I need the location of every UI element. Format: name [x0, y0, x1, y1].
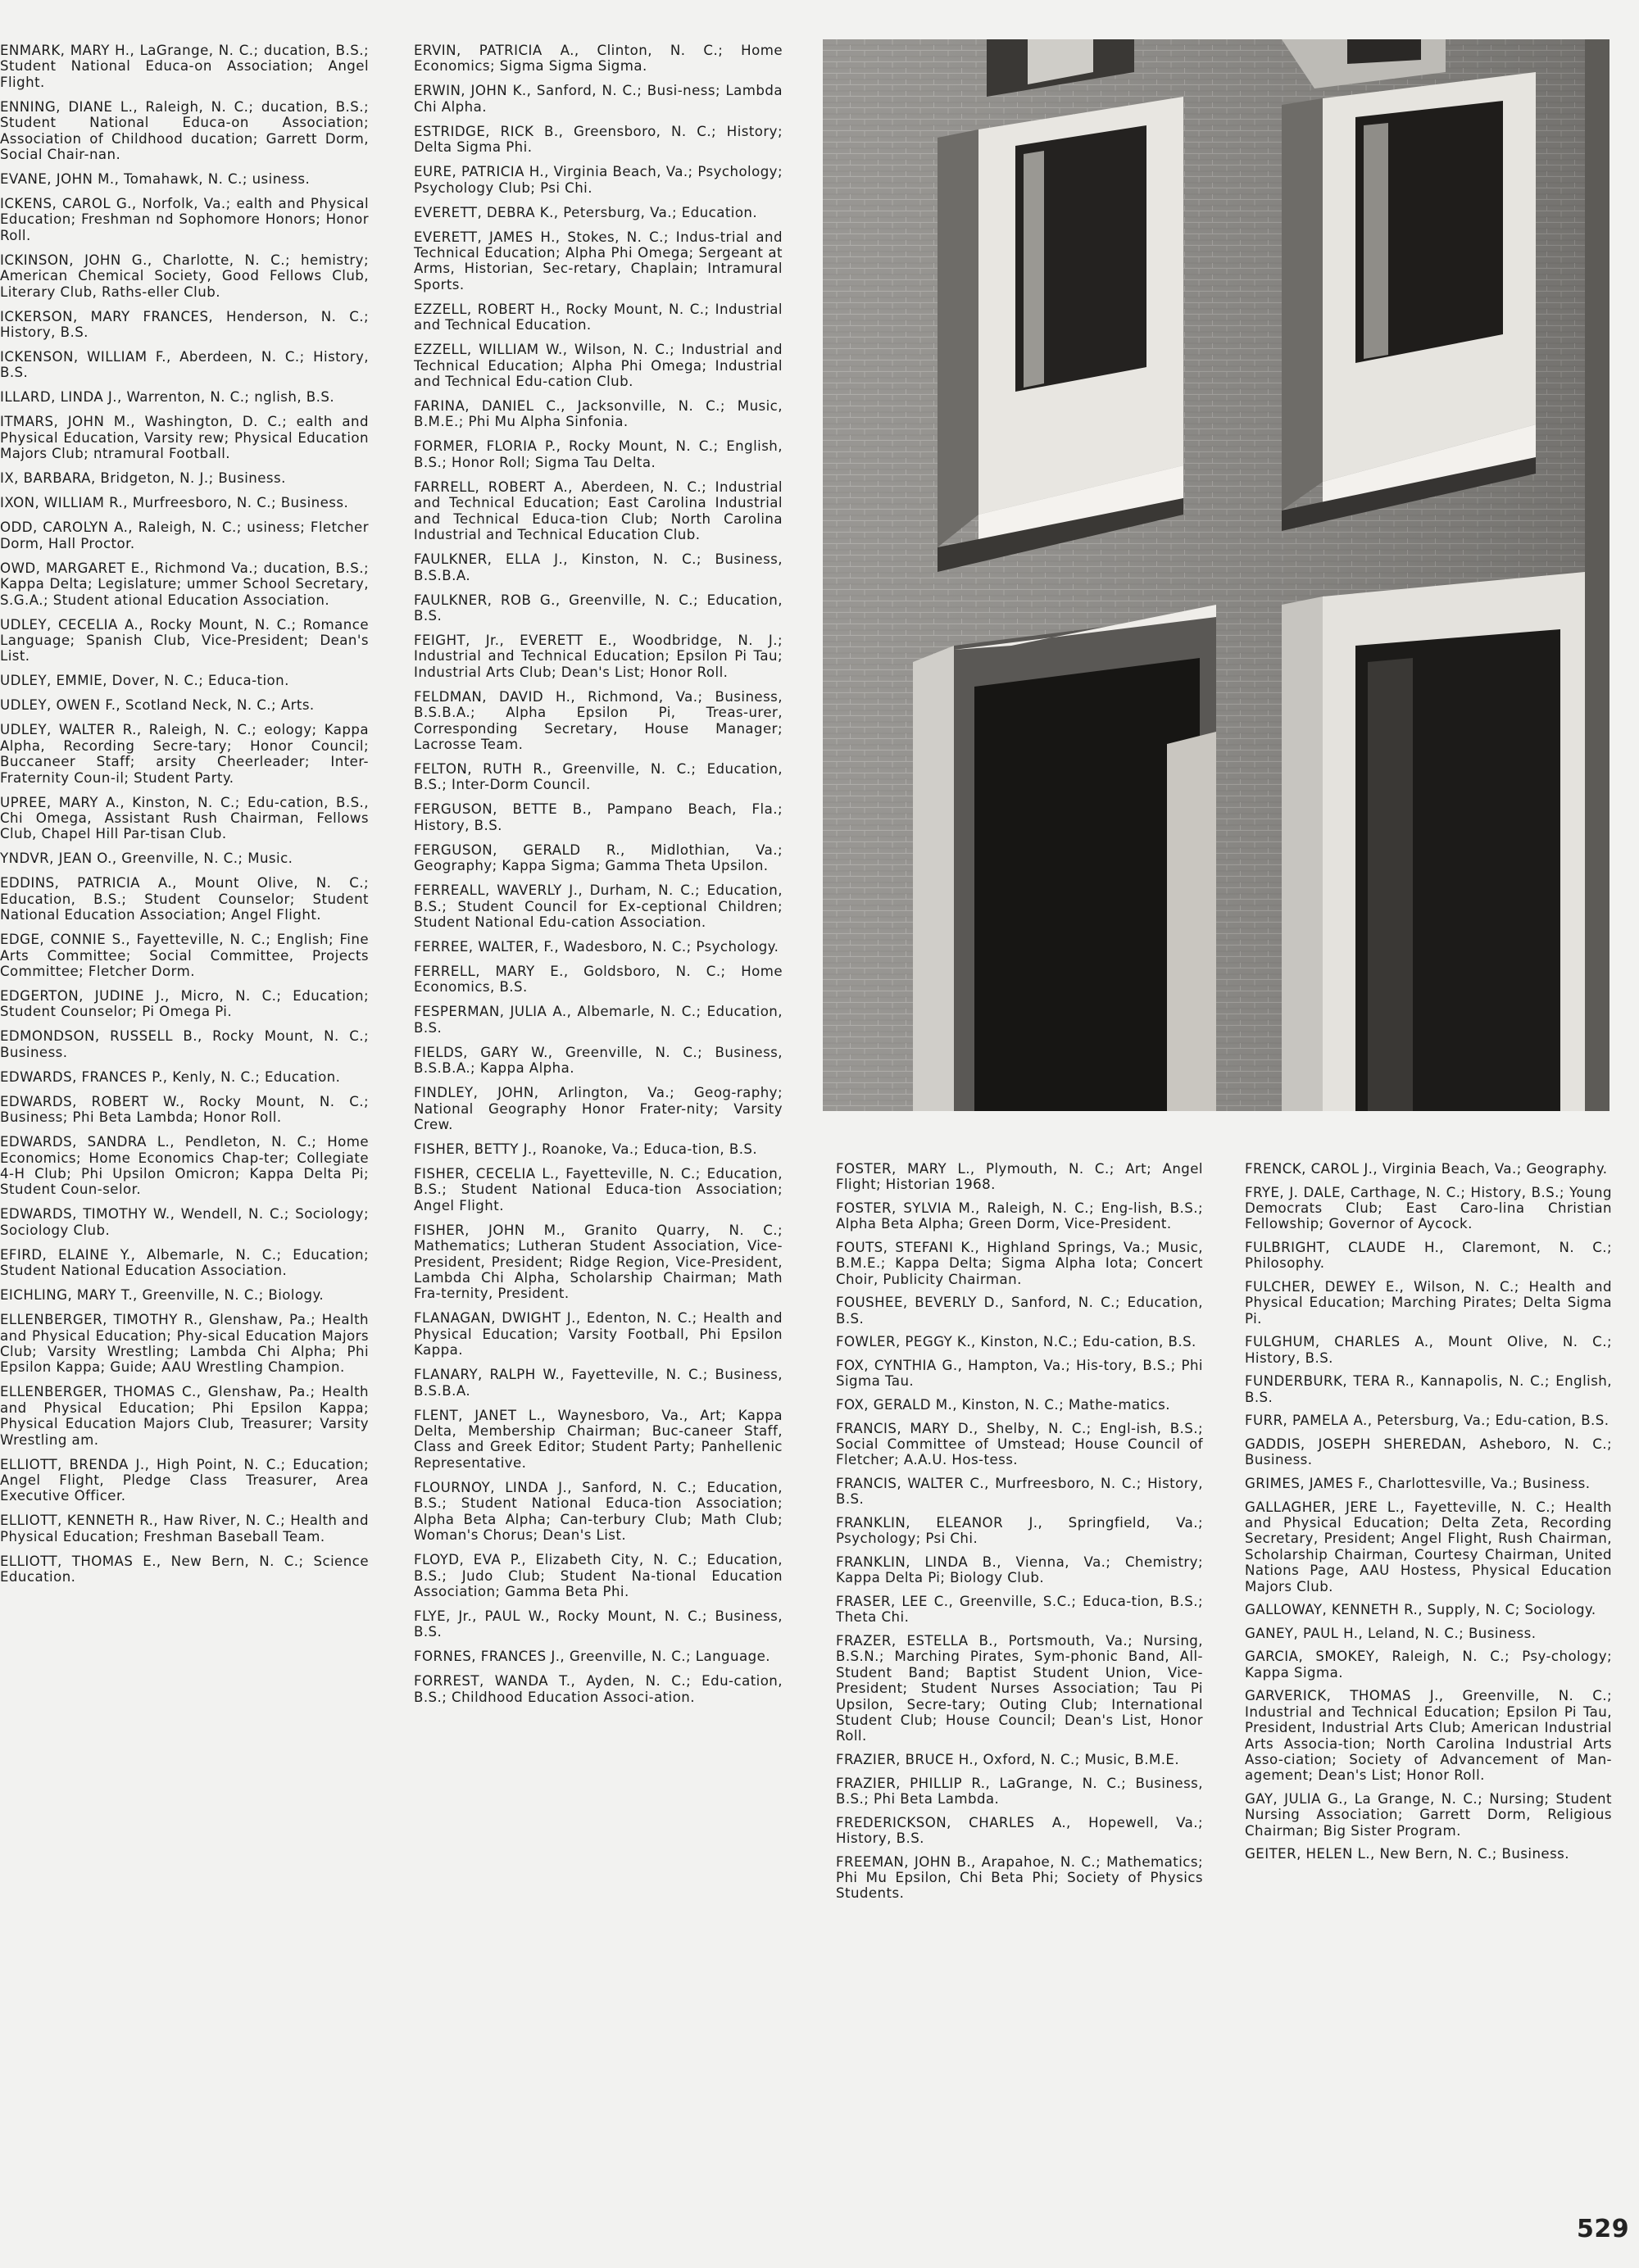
student-entry: FISHER, BETTY J., Roanoke, Va.; Educa-tion, B.S.: [414, 1141, 758, 1157]
student-entry: FLOYD, EVA P., Elizabeth City, N. C.; Education, B.S.; Judo Club; Student Na-tional Education Association; Gamma Beta Phi.: [414, 1552, 783, 1599]
student-entry: EDWARDS, FRANCES P., Kenly, N. C.; Education.: [0, 1068, 341, 1085]
student-entry: FRANCIS, WALTER C., Murfreesboro, N. C.; History, B.S.: [836, 1476, 1203, 1508]
student-entry: FELTON, RUTH R., Greenville, N. C.; Education, B.S.; Inter-Dorm Council.: [414, 760, 783, 793]
student-entry: FOSTER, MARY L., Plymouth, N. C.; Art; Angel Flight; Historian 1968.: [836, 1161, 1203, 1193]
student-entry: FERREE, WALTER, F., Wadesboro, N. C.; Psychology.: [414, 938, 779, 955]
student-entry: FORMER, FLORIA P., Rocky Mount, N. C.; English, B.S.; Honor Roll; Sigma Tau Delta.: [414, 438, 783, 470]
student-entry: EFIRD, ELAINE Y., Albemarle, N. C.; Education; Student National Education Association.: [0, 1246, 369, 1279]
student-entry: UPREE, MARY A., Kinston, N. C.; Edu-cation, B.S., Chi Omega, Assistant Rush Chairman, Fellows Club, Chapel Hill Par-tisan Club.: [0, 794, 369, 842]
student-entry: EURE, PATRICIA H., Virginia Beach, Va.; Psychology; Psychology Club; Psi Chi.: [414, 164, 783, 196]
student-entry: FREDERICKSON, CHARLES A., Hopewell, Va.; History, B.S.: [836, 1814, 1203, 1847]
student-entry: FRASER, LEE C., Greenville, S.C.; Educa-tion, B.S.; Theta Chi.: [836, 1594, 1203, 1626]
student-entry: GRIMES, JAMES F., Charlottesville, Va.; Business.: [1245, 1476, 1591, 1491]
student-entry: ERWIN, JOHN K., Sanford, N. C.; Busi-ness; Lambda Chi Alpha.: [414, 83, 783, 115]
student-entry: GALLAGHER, JERE L., Fayetteville, N. C.; Health and Physical Education; Delta Zeta, Recording Secretary, President; Angel Flight, Rush Chairman, Scholarship Chairman, Courtesy Chairman, United Nations Page, AAU Hostess, Physical Education Majors Club.: [1245, 1499, 1612, 1594]
page-number: 529: [1577, 2215, 1630, 2243]
student-entry: FRANKLIN, ELEANOR J., Springfield, Va.; Psychology; Psi Chi.: [836, 1515, 1203, 1547]
student-entry: UDLEY, EMMIE, Dover, N. C.; Educa-tion.: [0, 673, 289, 689]
column-2: [414, 43, 783, 1714]
student-entry: FESPERMAN, JULIA A., Albemarle, N. C.; Education, B.S.: [414, 1004, 783, 1036]
student-entry: FOUTS, STEFANI K., Highland Springs, Va.; Music, B.M.E.; Kappa Delta; Sigma Alpha Iota; Concert Choir, Publicity Chairman.: [836, 1240, 1203, 1287]
student-entry: FRYE, J. DALE, Carthage, N. C.; History, B.S.; Young Democrats Club; East Caro-lina Christian Fellowship; Governor of Aycock.: [1245, 1184, 1612, 1232]
student-entry: EZZELL, WILLIAM W., Wilson, N. C.; Industrial and Technical Education; Alpha Phi Omega; Industrial and Technical Edu-cation Club.: [414, 342, 783, 390]
student-entry: EICHLING, MARY T., Greenville, N. C.; Biology.: [0, 1287, 325, 1304]
student-entry: YNDVR, JEAN O., Greenville, N. C.; Music.: [0, 850, 293, 867]
student-entry: FOUSHEE, BEVERLY D., Sanford, N. C.; Education, B.S.: [836, 1295, 1203, 1327]
student-entry: GADDIS, JOSEPH SHEREDAN, Asheboro, N. C.; Business.: [1245, 1436, 1612, 1468]
student-entry: GARCIA, SMOKEY, Raleigh, N. C.; Psy-chology; Kappa Sigma.: [1245, 1649, 1612, 1681]
student-entry: EVERETT, DEBRA K., Petersburg, Va.; Education.: [414, 204, 758, 220]
student-entry: UDLEY, WALTER R., Raleigh, N. C.; eology; Kappa Alpha, Recording Secre-tary; Honor Council; Buccaneer Staff; arsity Cheerleader; Inter-Fraternity Coun-il; Student Party.: [0, 722, 369, 786]
student-entry: GARVERICK, THOMAS J., Greenville, N. C.; Industrial and Technical Education; Epsilon Pi Tau, President, Industrial Arts Club; American Industrial Arts Associa-tion; North Carolina Industrial Arts Asso-ciation; Society of Advancement of Man-agement; Dean's List; Honor Roll.: [1245, 1688, 1612, 1784]
student-entry: ENNING, DIANE L., Raleigh, N. C.; ducation, B.S.; Student National Educa-on Association; Association of Childhood ducation; Garrett Dorm, Social Chair-nan.: [0, 98, 369, 163]
student-entry: FISHER, JOHN M., Granito Quarry, N. C.; Mathematics; Lutheran Student Association, Vice-President, President; Ridge Region, Vice-President, Lambda Chi Alpha, Scholarship Chairman; Math Fra-ternity, President.: [414, 1222, 783, 1302]
student-entry: GALLOWAY, KENNETH R., Supply, N. C; Sociology.: [1245, 1602, 1596, 1618]
student-entry: FERREALL, WAVERLY J., Durham, N. C.; Education, B.S.; Student Council for Ex-ceptional Children; Student National Edu-cation Association.: [414, 882, 783, 930]
student-entry: FOX, CYNTHIA G., Hampton, Va.; His-tory, B.S.; Phi Sigma Tau.: [836, 1358, 1203, 1390]
student-entry: ENMARK, MARY H., LaGrange, N. C.; ducation, B.S.; Student National Educa-on Association; Angel Flight.: [0, 43, 369, 90]
student-entry: FOSTER, SYLVIA M., Raleigh, N. C.; Eng-lish, B.S.; Alpha Beta Alpha; Green Dorm, Vice-President.: [836, 1200, 1203, 1232]
student-entry: FERRELL, MARY E., Goldsboro, N. C.; Home Economics, B.S.: [414, 963, 783, 996]
student-entry: FLOURNOY, LINDA J., Sanford, N. C.; Education, B.S.; Student National Educa-tion Association; Alpha Beta Alpha; Can-terbury Club; Math Club; Woman's Chorus; Dean's List.: [414, 1479, 783, 1544]
student-entry: ESTRIDGE, RICK B., Greensboro, N. C.; History; Delta Sigma Phi.: [414, 123, 783, 156]
student-entry: ILLARD, LINDA J., Warrenton, N. C.; nglish, B.S.: [0, 389, 335, 406]
student-entry: EVERETT, JAMES H., Stokes, N. C.; Indus-trial and Technical Education; Alpha Phi Omega; Sergeant at Arms, Historian, Sec-retary, Chaplain; Intramural Sports.: [414, 229, 783, 293]
student-entry: EDGE, CONNIE S., Fayetteville, N. C.; English; Fine Arts Committee; Social Committee, Projects Committee; Fletcher Dorm.: [0, 932, 369, 979]
student-entry: FIELDS, GARY W., Greenville, N. C.; Business, B.S.B.A.; Kappa Alpha.: [414, 1044, 783, 1077]
student-entry: FORNES, FRANCES J., Greenville, N. C.; Language.: [414, 1649, 770, 1665]
student-entry: ELLENBERGER, THOMAS C., Glenshaw, Pa.; Health and Physical Education; Phi Epsilon Kappa; Physical Education Majors Club, Treasurer; Varsity Wrestling am.: [0, 1384, 369, 1448]
student-entry: FEIGHT, Jr., EVERETT E., Woodbridge, N. J.; Industrial and Technical Education; Epsilon Pi Tau; Industrial Arts Club; Dean's List; Honor Roll.: [414, 632, 783, 680]
student-entry: FLYE, Jr., PAUL W., Rocky Mount, N. C.; Business, B.S.: [414, 1608, 783, 1640]
student-entry: EDGERTON, JUDINE J., Micro, N. C.; Education; Student Counselor; Pi Omega Pi.: [0, 987, 369, 1020]
student-entry: FLANARY, RALPH W., Fayetteville, N. C.; Business, B.S.B.A.: [414, 1367, 783, 1399]
student-entry: FLENT, JANET L., Waynesboro, Va., Art; Kappa Delta, Membership Chairman; Buc-caneer Staff, Class and Greek Editor; Student Party; Panhellenic Representative.: [414, 1407, 783, 1471]
student-entry: EZZELL, ROBERT H., Rocky Mount, N. C.; Industrial and Technical Education.: [414, 301, 783, 333]
student-entry: UDLEY, OWEN F., Scotland Neck, N. C.; Arts.: [0, 697, 315, 714]
student-entry: FAULKNER, ELLA J., Kinston, N. C.; Business, B.S.B.A.: [414, 551, 783, 583]
student-entry: ELLIOTT, BRENDA J., High Point, N. C.; Education; Angel Flight, Pledge Class Treasurer, Area Executive Officer.: [0, 1456, 369, 1504]
student-entry: FULGHUM, CHARLES A., Mount Olive, N. C.; History, B.S.: [1245, 1334, 1612, 1366]
student-entry: FERGUSON, GERALD R., Midlothian, Va.; Geography; Kappa Sigma; Gamma Theta Upsilon.: [414, 841, 783, 874]
student-entry: FULCHER, DEWEY E., Wilson, N. C.; Health and Physical Education; Marching Pirates; Delta Sigma Pi.: [1245, 1279, 1612, 1327]
student-entry: EDWARDS, ROBERT W., Rocky Mount, N. C.; Business; Phi Beta Lambda; Honor Roll.: [0, 1093, 369, 1126]
student-entry: ODD, CAROLYN A., Raleigh, N. C.; usiness; Fletcher Dorm, Hall Proctor.: [0, 519, 369, 551]
student-entry: FUNDERBURK, TERA R., Kannapolis, N. C.; English, B.S.: [1245, 1373, 1612, 1405]
student-entry: FINDLEY, JOHN, Arlington, Va.; Geog-raphy; National Geography Honor Frater-nity; Varsity Crew.: [414, 1085, 783, 1132]
student-entry: GANEY, PAUL H., Leland, N. C.; Business.: [1245, 1625, 1537, 1641]
student-entry: ELLENBERGER, TIMOTHY R., Glenshaw, Pa.; Health and Physical Education; Phy-sical Education Majors Club; Varsity Wrestling; Lambda Chi Alpha; Phi Epsilon Kappa; Guide; AAU Wrestling Champion.: [0, 1312, 369, 1376]
column-4: [1245, 1161, 1612, 1870]
student-entry: FREEMAN, JOHN B., Arapahoe, N. C.; Mathematics; Phi Mu Epsilon, Chi Beta Phi; Society of Physics Students.: [836, 1853, 1203, 1902]
student-entry: ELLIOTT, KENNETH R., Haw River, N. C.; Health and Physical Education; Freshman Baseball Team.: [0, 1513, 369, 1545]
student-entry: EDMONDSON, RUSSELL B., Rocky Mount, N. C.; Business.: [0, 1028, 369, 1060]
column-3: [836, 1161, 1203, 1909]
student-entry: ICKENSON, WILLIAM F., Aberdeen, N. C.; History, B.S.: [0, 349, 369, 381]
student-entry: FELDMAN, DAVID H., Richmond, Va.; Business, B.S.B.A.; Alpha Epsilon Pi, Treas-urer, Corresponding Secretary, House Manager; Lacrosse Team.: [414, 688, 783, 752]
student-entry: FLANAGAN, DWIGHT J., Edenton, N. C.; Health and Physical Education; Varsity Football, Phi Epsilon Kappa.: [414, 1310, 783, 1359]
student-entry: FARINA, DANIEL C., Jacksonville, N. C.; Music, B.M.E.; Phi Mu Alpha Sinfonia.: [414, 398, 783, 430]
student-entry: FRANCIS, MARY D., Shelby, N. C.; Engl-ish, B.S.; Social Committee of Umstead; House Council of Fletcher; A.A.U. Hos-tess.: [836, 1420, 1203, 1468]
student-entry: FERGUSON, BETTE B., Pampano Beach, Fla.; History, B.S.: [414, 801, 783, 833]
student-entry: ICKERSON, MARY FRANCES, Henderson, N. C.; History, B.S.: [0, 308, 369, 341]
student-entry: FRAZER, ESTELLA B., Portsmouth, Va.; Nursing, B.S.N.; Marching Pirates, Sym-phonic Band, All-Student Band; Baptist Student Union, Vice-President; Student Nurses Association; Tau Pi Upsilon, Secre-tary; Outing Club; International Student Club; House Council; Dean's List, Honor Roll.: [836, 1633, 1203, 1744]
student-entry: FAULKNER, ROB G., Greenville, N. C.; Education, B.S.: [414, 592, 783, 624]
student-entry: OWD, MARGARET E., Richmond Va.; ducation, B.S.; Kappa Delta; Legislature; ummer School Secretary, S.G.A.; Student ational Education Association.: [0, 560, 369, 608]
student-entry: EDWARDS, SANDRA L., Pendleton, N. C.; Home Economics; Home Economics Chap-ter; Collegiate 4-H Club; Phi Upsilon Omicron; Kappa Delta Pi; Student Coun-selor.: [0, 1134, 369, 1198]
student-entry: GAY, JULIA G., La Grange, N. C.; Nursing; Student Nursing Association; Garrett Dorm, Religious Chairman; Big Sister Program.: [1245, 1791, 1612, 1839]
student-entry: FRENCK, CAROL J., Virginia Beach, Va.; Geography.: [1245, 1161, 1608, 1177]
facade-illustration: [823, 39, 1609, 1111]
student-entry: ERVIN, PATRICIA A., Clinton, N. C.; Home Economics; Sigma Sigma Sigma.: [414, 43, 783, 75]
student-entry: FOX, GERALD M., Kinston, N. C.; Mathe-matics.: [836, 1397, 1170, 1413]
student-entry: ELLIOTT, THOMAS E., New Bern, N. C.; Science Education.: [0, 1553, 369, 1585]
student-entry: FURR, PAMELA A., Petersburg, Va.; Edu-cation, B.S.: [1245, 1413, 1609, 1429]
student-entry: UDLEY, CECELIA A., Rocky Mount, N. C.; Romance Language; Spanish Club, Vice-President; Dean's List.: [0, 616, 369, 665]
student-entry: FRANKLIN, LINDA B., Vienna, Va.; Chemistry; Kappa Delta Pi; Biology Club.: [836, 1554, 1203, 1586]
student-entry: FRAZIER, PHILLIP R., LaGrange, N. C.; Business, B.S.; Phi Beta Lambda.: [836, 1775, 1203, 1808]
student-entry: FORREST, WANDA T., Ayden, N. C.; Edu-cation, B.S.; Childhood Education Associ-ation.: [414, 1673, 783, 1705]
student-entry: GEITER, HELEN L., New Bern, N. C.; Business.: [1245, 1846, 1569, 1862]
student-entry: FRAZIER, BRUCE H., Oxford, N. C.; Music, B.M.E.: [836, 1752, 1180, 1768]
student-entry: FOWLER, PEGGY K., Kinston, N.C.; Edu-cation, B.S.: [836, 1334, 1196, 1350]
student-entry: FISHER, CECELIA L., Fayetteville, N. C.; Education, B.S.; Student National Educa-tion Association; Angel Flight.: [414, 1166, 783, 1213]
student-entry: FARRELL, ROBERT A., Aberdeen, N. C.; Industrial and Technical Education; East Carolina Industrial and Technical Educa-tion Club; North Carolina Industrial and Technical Education Club.: [414, 479, 783, 543]
student-entry: EDWARDS, TIMOTHY W., Wendell, N. C.; Sociology; Sociology Club.: [0, 1206, 369, 1238]
student-entry: ICKINSON, JOHN G., Charlotte, N. C.; hemistry; American Chemical Society, Good Fellows Club, Literary Club, Raths-eller Club.: [0, 252, 369, 300]
column-1: [0, 43, 369, 1594]
student-entry: IX, BARBARA, Bridgeton, N. J.; Business.: [0, 470, 286, 487]
student-entry: ICKENS, CAROL G., Norfolk, Va.; ealth and Physical Education; Freshman nd Sophomore Honors; Honor Roll.: [0, 196, 369, 243]
student-entry: IXON, WILLIAM R., Murfreesboro, N. C.; Business.: [0, 495, 349, 511]
student-entry: ITMARS, JOHN M., Washington, D. C.; ealth and Physical Education, Varsity rew; Physical Education Majors Club; ntramural Football.: [0, 414, 369, 462]
student-entry: FULBRIGHT, CLAUDE H., Claremont, N. C.; Philosophy.: [1245, 1240, 1612, 1272]
student-entry: EDDINS, PATRICIA A., Mount Olive, N. C.; Education, B.S.; Student Counselor; Student National Education Association; Angel Flight.: [0, 875, 369, 923]
student-entry: EVANE, JOHN M., Tomahawk, N. C.; usiness.: [0, 171, 311, 188]
building-facade-photo: [823, 39, 1609, 1111]
